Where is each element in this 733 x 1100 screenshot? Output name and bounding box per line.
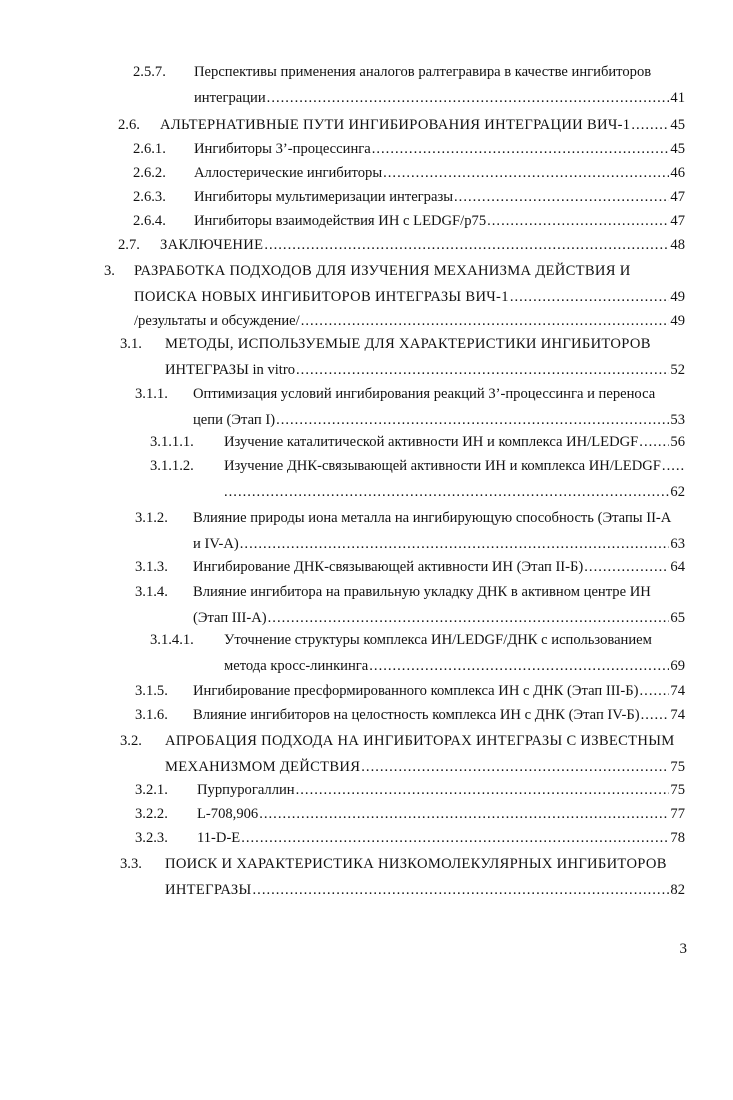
entry-number: 3.1.2.: [135, 510, 168, 526]
entry-number: 3.2.: [120, 733, 142, 749]
entry-title-continued: ИНТЕГРАЗЫ: [165, 882, 252, 898]
entry-title: Влияние природы иона металла на ингибирующую способность (Этапы II-А: [193, 510, 672, 526]
entry-title: РАЗРАБОТКА ПОДХОДОВ ДЛЯ ИЗУЧЕНИЯ МЕХАНИЗМА ДЕЙСТВИЯ И: [134, 263, 631, 279]
dot-leader: [241, 830, 669, 847]
entry-page: 62: [670, 484, 685, 500]
entry-number: 2.6.3.: [133, 189, 166, 205]
toc-entry-2-6-1: [133, 141, 685, 167]
dot-leader: [253, 882, 670, 899]
dot-leader: [372, 141, 670, 158]
toc-entry-2-6-3: [133, 189, 685, 215]
entry-number: 3.1.1.: [135, 386, 168, 402]
entry-number: 3.3.: [120, 856, 142, 872]
entry-title: МЕТОДЫ, ИСПОЛЬЗУЕМЫЕ ДЛЯ ХАРАКТЕРИСТИКИ ИНГИБИТОРОВ: [165, 336, 651, 352]
entry-page: 46: [670, 165, 685, 181]
entry-title-continued: (Этап III-А): [193, 610, 267, 626]
entry-page: 65: [670, 610, 685, 626]
toc-entry-3-2-2: [135, 806, 685, 832]
entry-title-continued: ИНТЕГРАЗЫ in vitro: [165, 362, 296, 378]
toc-entry-3-1-1-2: [150, 458, 685, 508]
toc-entry-2-5-7: [133, 64, 685, 114]
dot-leader: [584, 559, 669, 576]
toc-entry-3-1-2: [135, 510, 685, 560]
entry-page: 49: [670, 289, 685, 305]
dot-leader: [240, 536, 670, 553]
entry-number: 2.7.: [118, 237, 140, 253]
entry-title: ЗАКЛЮЧЕНИЕ: [160, 237, 264, 253]
entry-title: L-708,906: [197, 806, 259, 822]
entry-page: 69: [670, 658, 685, 674]
dot-leader: [267, 90, 670, 107]
entry-title-continued: и IV-А): [193, 536, 239, 552]
toc-entry-3-3: [120, 856, 685, 906]
dot-leader: [454, 189, 669, 206]
entry-title: Оптимизация условий ингибирования реакций 3’-процессинга и переноса: [193, 386, 656, 402]
dot-leader: [641, 707, 670, 724]
entry-title-continued: ПОИСКА НОВЫХ ИНГИБИТОРОВ ИНТЕГРАЗЫ ВИЧ-1: [134, 289, 509, 305]
entry-page: 64: [670, 559, 685, 575]
toc-entry-3-2: [120, 733, 685, 783]
dot-leader: [639, 434, 669, 451]
entry-title: ПОИСК И ХАРАКТЕРИСТИКА НИЗКОМОЛЕКУЛЯРНЫХ ИНГИБИТОРОВ: [165, 856, 667, 872]
entry-title: Аллостерические ингибиторы: [194, 165, 383, 181]
entry-title: Пурпурогаллин: [197, 782, 295, 798]
entry-number: 3.1.1.2.: [150, 458, 194, 474]
entry-number: 3.2.3.: [135, 830, 168, 846]
dot-leader: [301, 313, 670, 330]
entry-number: 3.1.5.: [135, 683, 168, 699]
entry-page: 78: [670, 830, 685, 846]
toc-entry-3-1-3: [135, 559, 685, 585]
dot-leader: [264, 237, 669, 254]
toc-entry-3-1-6: [135, 707, 685, 733]
entry-page: 52: [670, 362, 685, 378]
toc-entry-3-1: [120, 336, 685, 386]
toc-entry-2-7: [118, 237, 685, 263]
entry-number: 3.: [104, 263, 115, 279]
entry-page: 82: [670, 882, 685, 898]
entry-title: Влияние ингибитора на правильную укладку ДНК в активном центре ИН: [193, 584, 651, 600]
entry-title: Ингибирование пресформированного комплекса ИН с ДНК (Этап III-Б): [193, 683, 639, 699]
dot-leader: [487, 213, 669, 230]
entry-page: 75: [670, 759, 685, 775]
entry-page: 47: [670, 189, 685, 205]
dot-leader: [361, 759, 669, 776]
entry-title: Уточнение структуры комплекса ИН/LEDGF/ДНК с использованием: [224, 632, 652, 648]
entry-number: 3.1.: [120, 336, 142, 352]
entry-page: 48: [670, 237, 685, 253]
toc-entry-3-1-1: [135, 386, 685, 436]
dot-leader: [662, 458, 684, 475]
toc-entry-2-6: [118, 117, 685, 143]
dot-leader: [296, 362, 669, 379]
entry-number: 2.6.2.: [133, 165, 166, 181]
entry-number: 3.1.1.1.: [150, 434, 194, 450]
entry-number: 3.1.4.: [135, 584, 168, 600]
entry-number: 2.6.1.: [133, 141, 166, 157]
entry-number: 3.1.3.: [135, 559, 168, 575]
entry-page: 56: [670, 434, 685, 450]
entry-page: 41: [670, 90, 685, 106]
entry-title: Ингибиторы 3’-процессинга: [194, 141, 371, 157]
entry-number: 2.6.4.: [133, 213, 166, 229]
entry-title-continued: МЕХАНИЗМОМ ДЕЙСТВИЯ: [165, 759, 361, 775]
toc-entry-3-1-1-1: [150, 434, 685, 460]
toc-entry-3-1-5: [135, 683, 685, 709]
entry-title: 11-D-E: [197, 830, 241, 846]
toc-entry-3-2-1: [135, 782, 685, 808]
entry-title-continued: интеграции: [194, 90, 266, 106]
entry-title-continued: метода кросс-линкинга: [224, 658, 369, 674]
entry-number: 2.5.7.: [133, 64, 166, 80]
entry-title: Изучение ДНК-связывающей активности ИН и комплекса ИН/LEDGF: [224, 458, 661, 474]
entry-title: Влияние ингибиторов на целостность комплекса ИН с ДНК (Этап IV-Б): [193, 707, 640, 723]
entry-number: 3.1.4.1.: [150, 632, 194, 648]
dot-leader: [510, 289, 670, 306]
entry-page: 75: [670, 782, 685, 798]
entry-title: Изучение каталитической активности ИН и комплекса ИН/LEDGF: [224, 434, 639, 450]
entry-title: Ингибиторы взаимодействия ИН с LEDGF/p75: [194, 213, 487, 229]
entry-page: 53: [670, 412, 685, 428]
dot-leader: [631, 117, 669, 134]
entry-title: Ингибирование ДНК-связывающей активности ИН (Этап II-Б): [193, 559, 584, 575]
dot-leader: [259, 806, 669, 823]
toc-entry-3-1-4: [135, 584, 685, 634]
entry-page: 45: [670, 141, 685, 157]
entry-title: Перспективы применения аналогов ралтегравира в качестве ингибиторов: [194, 64, 652, 80]
entry-page: 45: [670, 117, 685, 133]
dot-leader: [296, 782, 670, 799]
entry-page: 63: [670, 536, 685, 552]
entry-title: Ингибиторы мультимеризации интегразы: [194, 189, 454, 205]
toc-entry-2-6-2: [133, 165, 685, 191]
dot-leader: [383, 165, 669, 182]
entry-page: 74: [670, 683, 685, 699]
entry-page: 77: [670, 806, 685, 822]
entry-title: АПРОБАЦИЯ ПОДХОДА НА ИНГИБИТОРАХ ИНТЕГРАЗЫ С ИЗВЕСТНЫМ: [165, 733, 675, 749]
dot-leader: [369, 658, 669, 675]
toc-entry-3-1-4-1: [150, 632, 685, 682]
entry-number: 3.2.2.: [135, 806, 168, 822]
entry-page: 47: [670, 213, 685, 229]
entry-title-continued: цепи (Этап I): [193, 412, 276, 428]
toc-entry-3: [104, 263, 685, 339]
entry-page: 74: [670, 707, 685, 723]
entry-number: 3.2.1.: [135, 782, 168, 798]
dot-leader: [224, 484, 669, 501]
dot-leader: [640, 683, 670, 700]
entry-title: АЛЬТЕРНАТИВНЫЕ ПУТИ ИНГИБИРОВАНИЯ ИНТЕГРАЦИИ ВИЧ-1: [160, 117, 631, 133]
toc-entry-2-6-4: [133, 213, 685, 239]
entry-number: 3.1.6.: [135, 707, 168, 723]
entry-subtitle: /результаты и обсуждение/: [134, 313, 300, 329]
dot-leader: [268, 610, 670, 627]
dot-leader: [276, 412, 669, 429]
page-number: 3: [679, 941, 687, 957]
entry-number: 2.6.: [118, 117, 140, 133]
toc-entry-3-2-3: [135, 830, 685, 856]
entry-page: 49: [670, 313, 685, 329]
